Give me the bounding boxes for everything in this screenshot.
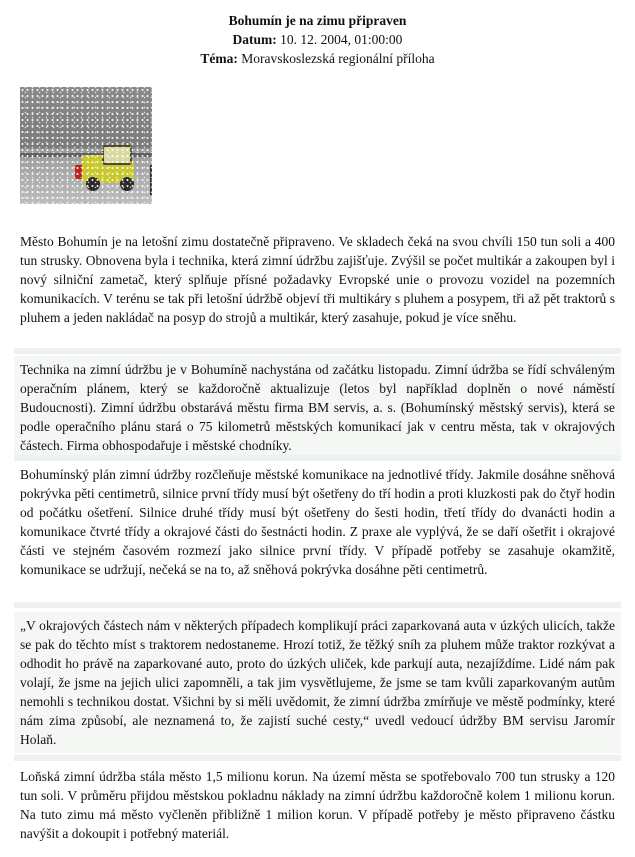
article-photo bbox=[20, 87, 152, 204]
topic-label: Téma: bbox=[200, 51, 238, 66]
article-paragraph: „V okrajových částech nám v některých případech komplikují práci zaparkovaná auta v úzkých ulicích, takže se pak do těchto míst s traktorem nedostaneme. Hrozí totiž, že těžký sníh za pluhem může traktor rozkývat a odhodit ho právě na zaparkované auto, proto do úzkých uliček, kde parkují auta, nezajíždíme. Lidé nám pak volají, že jsme na jejich ulici zapomněli, a tak jim vysvětlujeme, že jsme se tam kvůli zaparkovaným autům nemohli s technikou dostat. Všichni by si měli uvědomit, že zimní údržba zmírňuje ve městě podmínky, které nám zima způsobí, ale neznamená to, že zajistí suché cesty,“ uvedl vedoucí údržby BM servisu Jaromír Holaň. bbox=[14, 612, 621, 753]
article-header bbox=[0, 0, 635, 68]
date-label: Datum: bbox=[232, 32, 277, 47]
article-paragraph: Loňská zimní údržba stála město 1,5 milionu korun. Na území města se spotřebovalo 700 tun strusky a 120 tun soli. V průměru přijdou městskou pokladnu náklady na zimní údržbu každoročně kolem 1 milionu korun. Na tuto zimu má město vyčleněn přibližně 1 milion korun. V případě potřeby je město připraveno částku navýšit a dokoupit i potřebný materiál. bbox=[14, 763, 621, 847]
article-paragraph: Technika na zimní údržbu je v Bohumíně nachystána od začátku listopadu. Zimní údržba se řídí schváleným operačním plánem, který se každoročně aktualizuje (letos byl například doplněn o nové náměstí Budoucnosti). Zimní údržbu obstarává městu firma BM servis, a. s. (Bohumínský městský servis), která se podle operačního plánu stará o 75 kilometrů městských komunikací jak v centru města, tak v okrajových částech. Firma obhospodařuje i městské chodníky. bbox=[14, 356, 621, 459]
paragraph-divider bbox=[14, 755, 621, 761]
article-paragraph: Bohumínský plán zimní údržby rozčleňuje městské komunikace na jednotlivé třídy. Jakmile dosáhne sněhová pokrývka pěti centimetrů, silnice první třídy musí být ošetřeny do tří hodin a proti kluzkosti pak do čtyř hodin od počátku ošetření. Silnice druhé třídy musí být ošetřeny do šesti hodin, třetí třídy do dvanácti hodin a komunikace čtvrté třídy a okrajové části do šestnácti hodin. Z praxe ale vyplývá, že se daří ošetřit i okrajové části ve stejném časovém rozmezí jako silnice první třídy. V případě potřeby se zasahuje okamžitě, komunikace se udržují, nečeká se na to, až sněhová pokrývka dosáhne pěti centimetrů. bbox=[14, 461, 621, 583]
article-date bbox=[0, 30, 635, 49]
article-topic bbox=[0, 49, 635, 68]
article-paragraph: Město Bohumín je na letošní zimu dostatečně připraveno. Ve skladech čeká na svou chvíli 150 tun soli a 400 tun strusky. Obnovena byla i technika, která zimní údržbu zajišťuje. Zvýšil se počet multikár a zakoupen byl i nový silniční zametač, který splňuje přísné požadavky Evropské unie o provozu vozidel na pozemních komunikacích. V terénu se tak při letošní údržbě objeví tři multikáry s pluhem a posypem, tři až pět traktorů s pluhem a jeden nakládač na posyp do strojů a multikár, který zasahuje, pokud je více sněhu. bbox=[14, 228, 621, 331]
article-title: Bohumín je na zimu připraven bbox=[228, 13, 407, 28]
date-value: 10. 12. 2004, 01:00:00 bbox=[280, 32, 403, 47]
topic-value: Moravskoslezská regionální příloha bbox=[241, 51, 435, 66]
paragraph-divider bbox=[14, 602, 621, 608]
paragraph-divider bbox=[14, 348, 621, 354]
